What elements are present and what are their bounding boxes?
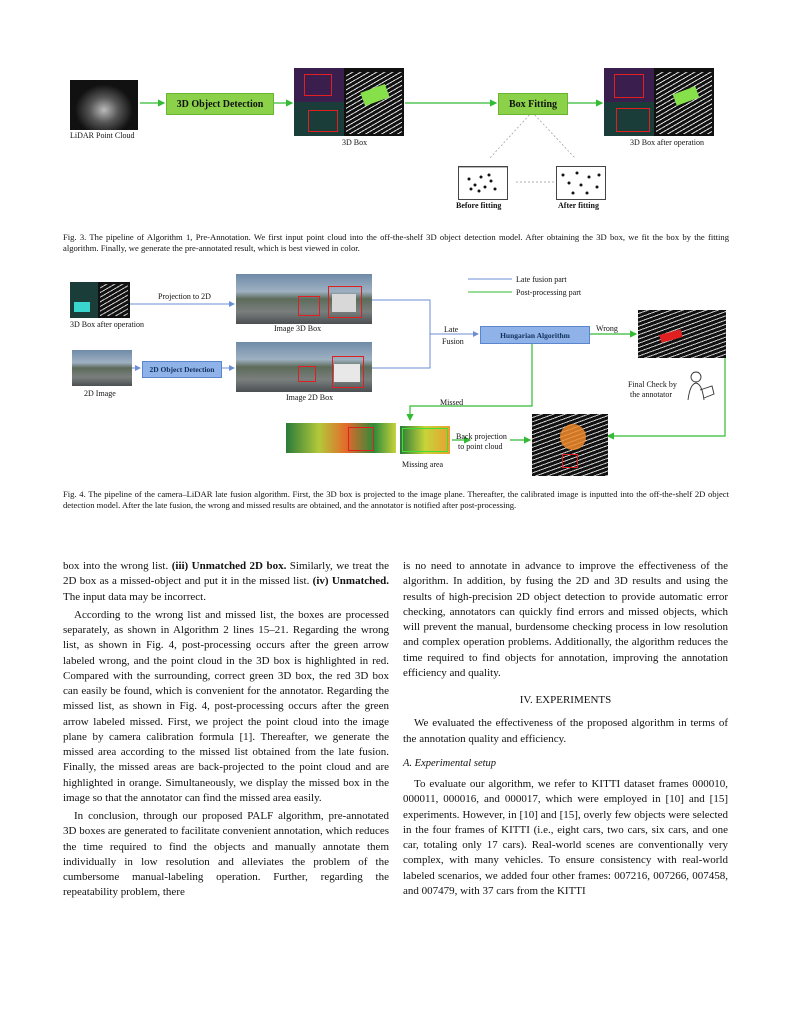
image-2d-photo	[72, 350, 132, 386]
fusion-label: Fusion	[442, 337, 464, 346]
annotator-icon	[682, 370, 716, 402]
late-label: Late	[444, 325, 459, 334]
right-column	[403, 559, 728, 899]
image-3d-box-photo	[236, 274, 372, 324]
legend-late-label: Late fusion part	[516, 275, 567, 284]
figure-4	[60, 270, 735, 480]
lidar-label: LiDAR Point Cloud	[70, 131, 135, 140]
before-fitting-cube	[458, 166, 508, 200]
projection-label: Projection to 2D	[158, 292, 211, 301]
missed-heatmap-image	[286, 423, 396, 453]
before-fitting-label: Before fitting	[456, 201, 502, 210]
detection-2d-box: 2D Object Detection	[142, 361, 222, 378]
box3d-image	[294, 68, 404, 136]
wrong-label: Wrong	[596, 324, 618, 333]
missing-area-label: Missing area	[402, 460, 444, 469]
arrow-missed	[410, 344, 532, 420]
figure-4-caption: Fig. 4. The pipeline of the camera–LiDAR late fusion algorithm. First, the 3D box is projected to the image plane. Thereafter, the calibrated image is inputted into the off-the-shelf 2D object detection model. After the late fusion, the wrong and missed results are obtained, and the annotator is notified after post-processing.	[63, 489, 729, 510]
right-paragraph-3: To evaluate our algorithm, we refer to KITTI dataset frames 000010, 000011, 000016, and 000017, which were employed in [10] and [15] experiments. However, in [10] and [15], overly few objects were selected in the four frames of KITTI (i.e., eight cars, two cars, six cars, and one car, totaling only 17 cars). Real-world scenes are conventionally very complex, with many vehicles. To ensure consistency with real-world labeled scenarios, we added four other frames: 007216, 007266, 007458, and 007479, with 37 cars from the KITTI	[403, 778, 728, 897]
box-after-op-label: 3D Box after operation	[70, 320, 144, 329]
box-after-op-image	[70, 282, 130, 318]
back-projection-label-1: Back projection	[456, 432, 507, 441]
object-detection-3d-box: 3D Object Detection	[166, 93, 274, 115]
image-2d-label: 2D Image	[84, 389, 116, 398]
after-operation-label: 3D Box after operation	[630, 138, 704, 147]
back-projection-image	[532, 414, 608, 476]
final-check-label-1: Final Check by	[628, 380, 677, 389]
after-fitting-cube	[556, 166, 606, 200]
lidar-point-cloud-image	[70, 80, 138, 130]
back-projection-label-2: to point cloud	[458, 442, 503, 451]
box-fitting-box: Box Fitting	[498, 93, 568, 115]
left-paragraph-3: In conclusion, through our proposed PALF algorithm, pre-annotated 3D boxes are generated to facilitate convenient annotation, which reduces the time required to find the objects and manually annotate them individually in low resolution and alleviates the problem of the cumbersome manual-labeling operation. Further, regarding the repeatability problem, there	[63, 810, 389, 899]
after-operation-image	[604, 68, 714, 136]
wrong-point-cloud-image	[638, 310, 726, 358]
figure-3	[60, 62, 730, 212]
image-2d-box-label: Image 2D Box	[286, 393, 334, 402]
missed-label: Missed	[440, 398, 464, 407]
left-paragraph-2: According to the wrong list and missed list, the boxes are processed separately, as shown in Algorithm 2 lines 15–21. Regarding the wrong list, as shown in Fig. 4, post-processing occurs after the green arrow labeled wrong, and the point cloud in the 3D box is highlighted in red. Compared with the surrounding, correct green 3D box, the red 3D box can easily be found, which is convenient for the annotator. Regarding the missed list, as shown in Fig. 4, post-processing occurs after the green arrow labeled missed. First, we project the point cloud into the image plane by camera calibration formula [1]. Thereafter, we generate the missed area according to the missed list obtained from the late fusion. Finally, the missed areas are back-projected to the point cloud and are highlighted in orange. Simultaneously, we display the missed box in the image so that the annotator can find the missed area easily.	[63, 608, 389, 804]
image-2d-box-photo	[236, 342, 372, 392]
missing-area-image	[400, 426, 450, 454]
left-paragraph-1: box into the wrong list. (iii) Unmatched 2D box. Similarly, we treat the 2D box as a missed-object and put it in the missed list. (iv) Unmatched. The input data may be incorrect.	[63, 560, 389, 603]
box3d-label: 3D Box	[342, 138, 368, 147]
subsection-heading: A. Experimental setup	[403, 757, 497, 769]
right-paragraph-2: We evaluated the effectiveness of the proposed algorithm in terms of the annotation quality and efficiency.	[403, 717, 728, 745]
legend-post-label: Post-processing part	[516, 288, 582, 297]
section-heading: IV. EXPERIMENTS	[519, 694, 612, 706]
hungarian-box: Hungarian Algorithm	[480, 326, 590, 344]
final-check-label-2: the annotator	[630, 390, 672, 399]
left-column	[63, 559, 389, 901]
after-fitting-label: After fitting	[558, 201, 599, 210]
right-paragraph-1: is no need to annotate in advance to improve the effectiveness of the algorithm. In addition, by fusing the 2D and 3D results and using the results of high-precision 2D object detection to provide automatic error checking, annotators can quickly find errors and missed objects, which will prevent the manual, burdensome checking process in low resolution and complex operation problems. Additionally, the algorithm reduces the time required to find objects for annotation, improving the annotation efficiency and quality.	[403, 560, 728, 679]
image-3d-box-label: Image 3D Box	[274, 324, 322, 333]
figure-3-caption: Fig. 3. The pipeline of Algorithm 1, Pre-Annotation. We first input point cloud into the off-the-shelf 3D object detection model. After obtaining the 3D box, we fit the box by the fitting algorithm. Finally, we generate the pre-annotated result, which is best viewed in color.	[63, 232, 729, 253]
